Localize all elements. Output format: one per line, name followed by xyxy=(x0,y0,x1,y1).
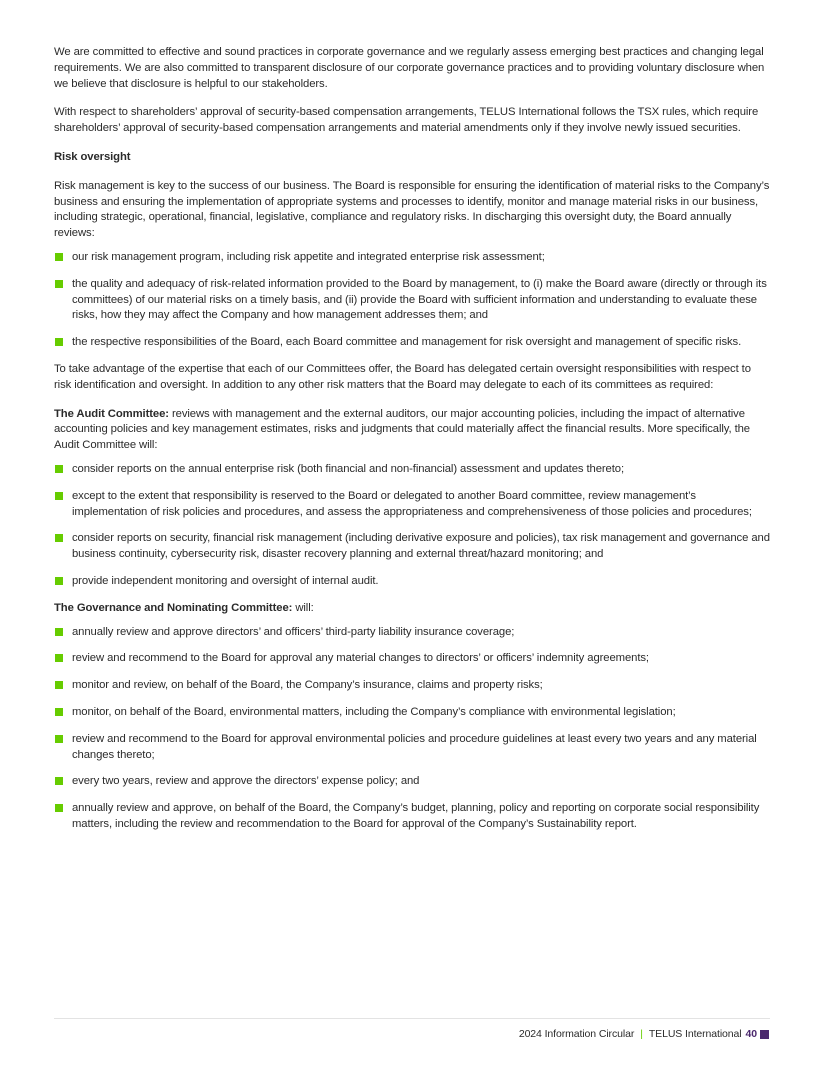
bullet-square-icon xyxy=(55,777,63,785)
bullet-text: review and recommend to the Board for approval environmental policies and procedure guidelines at least every two years and any material changes thereto; xyxy=(72,732,757,761)
bullet-item xyxy=(54,774,770,790)
footer-company-name: TELUS International xyxy=(648,1028,742,1040)
footer-separator: | xyxy=(640,1028,643,1040)
governance-committee-paragraph xyxy=(54,601,770,617)
intro-paragraph-1: We are committed to effective and sound practices in corporate governance and we regularly assess emerging best practices and changing legal requirements. We are also committed to transparent disclosure of our corporate governance practices and to providing voluntary disclosure when we believe that disclosure is helpful to our stakeholders. xyxy=(54,46,765,90)
governance-committee-label: The Governance and Nominating Committee: xyxy=(54,601,293,614)
bullet-square-icon xyxy=(55,628,63,636)
bullet-item xyxy=(54,277,770,324)
bullet-item xyxy=(54,462,770,478)
audit-committee-list xyxy=(54,462,770,590)
audit-committee-label: The Audit Committee: xyxy=(54,407,169,420)
risk-review-list xyxy=(54,250,770,351)
risk-oversight-heading: Risk oversight xyxy=(54,150,131,163)
bullet-text: consider reports on security, financial risk management (including derivative exposure and policies), tax risk management and governance and business continuity, cybersecurity risk, disaster recovery planning and external threat/hazard monitoring; and xyxy=(72,532,770,561)
audit-committee-paragraph xyxy=(54,407,770,454)
footer-document-title: 2024 Information Circular xyxy=(518,1028,635,1040)
bullet-square-icon xyxy=(55,280,63,288)
governance-committee-list xyxy=(54,625,770,833)
bullet-square-icon xyxy=(55,253,63,261)
bullet-square-icon xyxy=(55,577,63,585)
bullet-text: except to the extent that responsibility is reserved to the Board or delegated to another Board committee, review management’s implementation of risk policies and procedures, and assess the appropriateness and comprehensiveness of those policies and procedures; xyxy=(72,489,752,518)
bullet-square-icon xyxy=(55,338,63,346)
bullet-item xyxy=(54,732,770,764)
bullet-square-icon xyxy=(55,735,63,743)
bullet-square-icon xyxy=(55,534,63,542)
bullet-square-icon xyxy=(55,465,63,473)
bullet-square-icon xyxy=(55,681,63,689)
footer-divider xyxy=(54,1018,770,1019)
bullet-text: provide independent monitoring and oversight of internal audit. xyxy=(72,574,379,587)
bullet-text: our risk management program, including risk appetite and integrated enterprise risk assessment; xyxy=(72,250,545,263)
bullet-item xyxy=(54,531,770,563)
page-number: 40 xyxy=(745,1028,757,1040)
bullet-text: annually review and approve, on behalf of the Board, the Company’s budget, planning, policy and reporting on corporate social responsibility matters, including the review and recommendation to the Board for approval of the Company’s Sustainability report. xyxy=(72,802,760,830)
bullet-text: monitor and review, on behalf of the Board, the Company’s insurance, claims and property risks; xyxy=(72,679,543,692)
bullet-square-icon xyxy=(55,654,63,662)
bullet-item xyxy=(54,335,770,351)
audit-committee-text: reviews with management and the external auditors, our major accounting policies, including the impact of alternative accounting policies and key management estimates, risks and judgments that could materially affect the financial results. More specifically, the Audit Committee will: xyxy=(54,407,750,452)
bullet-item xyxy=(54,574,770,590)
bullet-text: annually review and approve directors’ and officers’ third-party liability insurance coverage; xyxy=(72,625,515,638)
intro-paragraph-2: With respect to shareholders’ approval of security-based compensation arrangements, TELUS International follows the TSX rules, which require shareholders’ approval of security-based compensation arrangements and material amendments only if they involve newly issued securities. xyxy=(54,106,759,135)
bullet-item xyxy=(54,625,770,641)
governance-committee-text: will: xyxy=(292,601,314,614)
bullet-item xyxy=(54,489,770,521)
bullet-square-icon xyxy=(55,804,63,812)
bullet-text: monitor, on behalf of the Board, environmental matters, including the Company’s compliance with environmental legislation; xyxy=(72,705,676,718)
page-footer xyxy=(519,1027,769,1043)
bullet-item xyxy=(54,651,770,667)
bullet-text: review and recommend to the Board for approval any material changes to directors’ or officers’ indemnity agreements; xyxy=(72,652,649,665)
bullet-item xyxy=(54,705,770,721)
bullet-text: every two years, review and approve the directors’ expense policy; and xyxy=(72,775,420,788)
page-marker-square xyxy=(760,1030,769,1039)
bullet-item xyxy=(54,678,770,694)
bullet-text: consider reports on the annual enterprise risk (both financial and non-financial) assessment and updates thereto; xyxy=(72,462,624,475)
bullet-square-icon xyxy=(55,708,63,716)
bullet-text: the respective responsibilities of the Board, each Board committee and management for risk oversight and management of specific risks. xyxy=(72,336,742,349)
bullet-square-icon xyxy=(55,492,63,500)
page-content xyxy=(54,45,770,844)
risk-oversight-paragraph: Risk management is key to the success of our business. The Board is responsible for ensuring the identification of material risks to the Company’s business and ensuring the implementation of appropriate systems and processes to identify, monitor and manage material risks in our business, including strategic, operational, financial, legislative, compliance and regulatory risks. In discharging this oversight duty, the Board annually reviews: xyxy=(54,179,770,240)
committee-delegation-paragraph: To take advantage of the expertise that each of our Committees offer, the Board has delegated certain oversight responsibilities with respect to risk identification and oversight. In addition to any other risk matters that the Board may delegate to each of its committees as required: xyxy=(54,362,751,391)
bullet-item xyxy=(54,801,770,833)
bullet-item xyxy=(54,250,770,266)
bullet-text: the quality and adequacy of risk-related information provided to the Board by management, to (i) make the Board aware (directly or through its committees) of our material risks on a timely basis, and (ii) provide the Board with sufficient information and understanding to evaluate these risks, how they may affect the Company and how management addresses them; and xyxy=(72,277,767,322)
